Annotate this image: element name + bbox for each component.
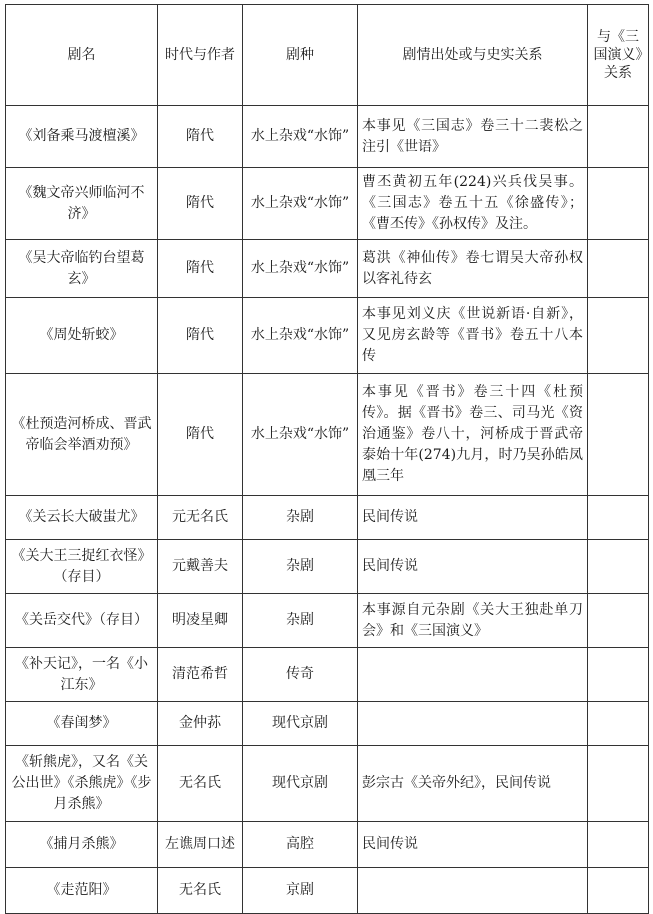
- cell-title: 《关岳交代》（存目）: [6, 594, 158, 648]
- table-row: [6, 298, 649, 374]
- cell-era-author: 隋代: [158, 298, 243, 374]
- cell-era-author: 明凌星卿: [158, 594, 243, 648]
- cell-source: 民间传说: [358, 496, 588, 540]
- cell-relation: [588, 374, 649, 496]
- cell-source: 本事见刘义庆《世说新语·自新》，又见房玄龄等《晋书》卷五十八本传: [358, 298, 588, 374]
- cell-title: 《补天记》，一名《小江东》: [6, 648, 158, 702]
- cell-source: [358, 868, 588, 914]
- table-row: [6, 374, 649, 496]
- cell-title: 《刘备乘马渡檀溪》: [6, 106, 158, 168]
- cell-relation: [588, 702, 649, 746]
- cell-genre: 水上杂戏“水饰”: [243, 168, 358, 240]
- cell-genre: 水上杂戏“水饰”: [243, 106, 358, 168]
- cell-relation: [588, 168, 649, 240]
- cell-era-author: 隋代: [158, 168, 243, 240]
- table-row: [6, 594, 649, 648]
- cell-genre: 水上杂戏“水饰”: [243, 298, 358, 374]
- cell-relation: [588, 240, 649, 298]
- table-row: [6, 496, 649, 540]
- cell-era-author: 清范希哲: [158, 648, 243, 702]
- cell-title: 《关云长大破蚩尤》: [6, 496, 158, 540]
- cell-genre: 京剧: [243, 868, 358, 914]
- header-source: 剧情出处或与史实关系: [358, 5, 588, 106]
- cell-era-author: 隋代: [158, 240, 243, 298]
- cell-source: 民间传说: [358, 540, 588, 594]
- table-row: [6, 868, 649, 914]
- cell-era-author: 元无名氏: [158, 496, 243, 540]
- cell-title: 《关大王三捉红衣怪》（存目）: [6, 540, 158, 594]
- cell-genre: 现代京剧: [243, 702, 358, 746]
- cell-title: 《春闺梦》: [6, 702, 158, 746]
- cell-source: 本事见《晋书》卷三十四《杜预传》。据《晋书》卷三、司马光《资治通鉴》卷八十，河桥成于晋武帝泰始十年(274)九月，时乃吴孙皓凤凰三年: [358, 374, 588, 496]
- table-row: [6, 106, 649, 168]
- cell-genre: 传奇: [243, 648, 358, 702]
- cell-genre: 水上杂戏“水饰”: [243, 374, 358, 496]
- header-relation: 与《三国演义》关系: [588, 5, 649, 106]
- cell-title: 《杜预造河桥成、晋武帝临会举酒劝预》: [6, 374, 158, 496]
- cell-relation: [588, 746, 649, 822]
- cell-source: 本事源自元杂剧《关大王独赴单刀会》和《三国演义》: [358, 594, 588, 648]
- cell-title: 《捕月杀熊》: [6, 822, 158, 868]
- table-row: [6, 168, 649, 240]
- cell-era-author: 元戴善夫: [158, 540, 243, 594]
- cell-source: 曹丕黄初五年(224)兴兵伐吴事。《三国志》卷五十五《徐盛传》；《曹丕传》《孙权传》及注。: [358, 168, 588, 240]
- header-row: [6, 5, 649, 106]
- cell-relation: [588, 496, 649, 540]
- cell-relation: [588, 822, 649, 868]
- cell-title: 《吴大帝临钓台望葛玄》: [6, 240, 158, 298]
- cell-genre: 水上杂戏“水饰”: [243, 240, 358, 298]
- cell-title: 《走范阳》: [6, 868, 158, 914]
- drama-table: [5, 4, 649, 914]
- header-era-author: 时代与作者: [158, 5, 243, 106]
- cell-relation: [588, 298, 649, 374]
- cell-source: 本事见《三国志》卷三十二裴松之注引《世语》: [358, 106, 588, 168]
- cell-source: 民间传说: [358, 822, 588, 868]
- cell-source: 彭宗古《关帝外纪》，民间传说: [358, 746, 588, 822]
- table-row: [6, 240, 649, 298]
- header-genre: 剧种: [243, 5, 358, 106]
- cell-era-author: 左谯周口述: [158, 822, 243, 868]
- header-title: 剧名: [6, 5, 158, 106]
- cell-relation: [588, 540, 649, 594]
- cell-era-author: 隋代: [158, 374, 243, 496]
- cell-genre: 高腔: [243, 822, 358, 868]
- table-row: [6, 702, 649, 746]
- cell-relation: [588, 106, 649, 168]
- cell-title: 《周处斩蛟》: [6, 298, 158, 374]
- cell-source: [358, 648, 588, 702]
- cell-source: [358, 702, 588, 746]
- table-row: [6, 540, 649, 594]
- cell-source: 葛洪《神仙传》卷七谓吴大帝孙权以客礼待玄: [358, 240, 588, 298]
- cell-era-author: 金仲荪: [158, 702, 243, 746]
- table-row: [6, 822, 649, 868]
- cell-era-author: 无名氏: [158, 868, 243, 914]
- cell-genre: 现代京剧: [243, 746, 358, 822]
- cell-genre: 杂剧: [243, 496, 358, 540]
- table-row: [6, 746, 649, 822]
- cell-genre: 杂剧: [243, 594, 358, 648]
- cell-title: 《斩熊虎》，又名《关公出世》《杀熊虎》《步月杀熊》: [6, 746, 158, 822]
- cell-relation: [588, 594, 649, 648]
- table-row: [6, 648, 649, 702]
- cell-relation: [588, 648, 649, 702]
- cell-title: 《魏文帝兴师临河不济》: [6, 168, 158, 240]
- cell-era-author: 隋代: [158, 106, 243, 168]
- cell-era-author: 无名氏: [158, 746, 243, 822]
- cell-relation: [588, 868, 649, 914]
- cell-genre: 杂剧: [243, 540, 358, 594]
